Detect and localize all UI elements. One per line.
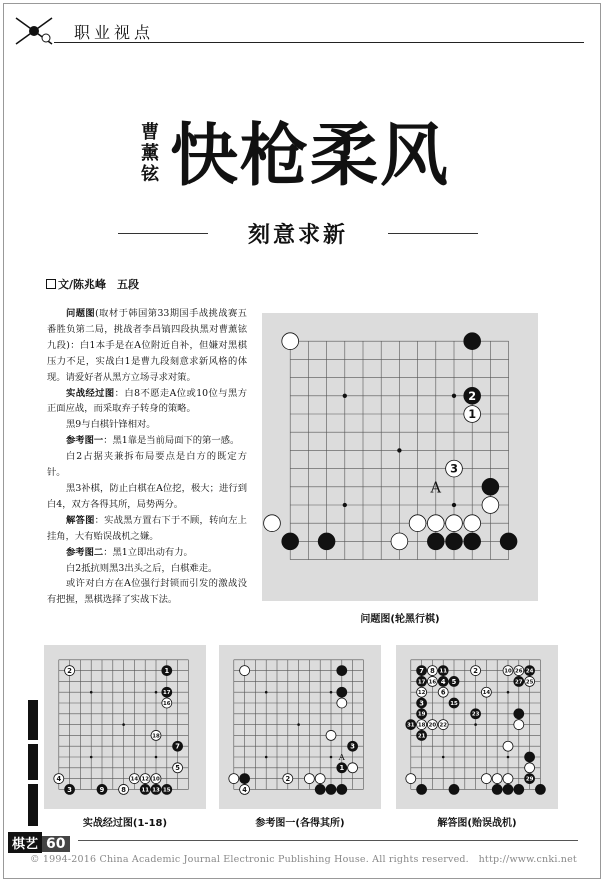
black-stone — [318, 533, 335, 550]
go-board-1 — [44, 645, 206, 809]
move-number: 7 — [419, 667, 424, 676]
player-name-char: 薰 — [141, 143, 159, 164]
black-stone — [464, 533, 481, 550]
star-point — [155, 756, 158, 759]
star-point — [474, 723, 477, 726]
move-number: 11 — [141, 787, 149, 794]
section-title: 职业视点 — [74, 23, 155, 42]
black-stone — [503, 784, 513, 794]
star-point — [330, 756, 333, 759]
move-number: 16 — [428, 679, 437, 686]
white-stone — [481, 774, 491, 784]
paragraph-text: 黑3补棋，防止白棋在A位挖，极大；进行到白4，双方各得其所，局势两分。 — [47, 482, 247, 510]
copyright-notice: © 1994-2016 China Academic Journal Electronic Publishing House. All rights reserved. http://www.cnki.net — [30, 854, 577, 865]
white-stone — [326, 730, 336, 740]
white-stone — [337, 698, 347, 708]
caption-diagram-1: 实战经过图(1-18) — [82, 818, 168, 829]
white-stone — [229, 774, 239, 784]
white-stone — [482, 497, 499, 514]
article-body — [47, 306, 247, 608]
move-number: 3 — [67, 785, 72, 794]
white-stone — [503, 741, 513, 751]
move-number: 17 — [417, 679, 426, 686]
diagram-board-1 — [44, 645, 206, 809]
move-number: 8 — [430, 667, 435, 676]
star-point — [330, 691, 333, 694]
black-stone — [427, 533, 444, 550]
white-stone — [514, 720, 524, 730]
move-number: 15 — [163, 787, 171, 794]
board-label: A — [338, 753, 345, 764]
star-point — [343, 503, 347, 507]
paragraph — [47, 417, 247, 433]
go-board-main — [262, 313, 538, 601]
white-stone — [427, 515, 444, 532]
star-point — [452, 503, 456, 507]
magazine-name: 棋艺 — [8, 832, 42, 853]
black-stone — [500, 533, 517, 550]
move-number: 16 — [163, 700, 171, 707]
white-stone — [406, 774, 416, 784]
move-number: 9 — [99, 785, 105, 794]
move-number: 2 — [473, 667, 478, 676]
paragraph — [47, 576, 247, 608]
paragraph-text: ：黑1靠是当前局面下的第一感。 — [103, 435, 240, 447]
move-number: 3 — [419, 699, 424, 708]
black-stone — [337, 687, 347, 697]
byline — [46, 276, 139, 292]
paragraph-label: 实战经过图 — [66, 387, 115, 399]
move-number: 21 — [417, 733, 426, 740]
black-stone — [337, 666, 347, 676]
move-number: 27 — [515, 679, 523, 686]
move-number: 3 — [350, 742, 355, 751]
caption-diagram-3: 解答图(贻误战机) — [437, 818, 517, 829]
main-problem-board — [262, 313, 538, 601]
move-number: 1 — [468, 408, 477, 422]
move-number: 1 — [339, 764, 345, 773]
move-number: 19 — [417, 711, 426, 718]
move-number: 1 — [164, 667, 170, 676]
section-header — [14, 16, 584, 46]
page-number: 60 — [42, 836, 69, 852]
subtitle-block — [118, 218, 478, 250]
paragraph — [47, 433, 247, 449]
move-number: 22 — [439, 722, 447, 729]
byline-box-icon — [46, 279, 56, 289]
move-number: 12 — [141, 776, 149, 783]
star-point — [90, 756, 93, 759]
side-decor-mark — [28, 780, 38, 784]
black-stone — [492, 784, 502, 794]
move-number: 12 — [417, 690, 426, 697]
black-stone — [464, 333, 481, 350]
move-number: 18 — [152, 733, 160, 740]
move-number: 18 — [417, 722, 426, 729]
paragraph — [47, 513, 247, 545]
star-point — [265, 756, 268, 759]
caption-diagram-2: 参考图一(各得其所) — [255, 818, 345, 829]
header-rule — [54, 42, 584, 43]
paragraph-text: 白2占据夹兼拆布局要点是白方的既定方针。 — [47, 451, 247, 479]
paragraph-text: ：黑1立即出动有力。 — [103, 546, 193, 558]
player-name-char: 铉 — [141, 164, 159, 185]
star-point — [452, 394, 456, 398]
paragraph-label: 解答图 — [66, 514, 95, 526]
black-stone — [535, 784, 545, 794]
paragraph — [47, 481, 247, 513]
move-number: 5 — [451, 677, 457, 686]
star-point — [297, 723, 300, 726]
black-stone — [449, 784, 459, 794]
paragraph — [47, 561, 247, 577]
move-number: 23 — [471, 711, 480, 718]
move-number: 20 — [428, 722, 437, 729]
white-stone — [282, 333, 299, 350]
move-number: 26 — [515, 668, 523, 675]
black-stone — [337, 784, 347, 794]
move-number: 10 — [504, 668, 512, 675]
star-point — [507, 756, 510, 759]
move-number: 2 — [468, 389, 477, 403]
white-stone — [446, 515, 463, 532]
paragraph-text: ：白8不愿走A位或10位与黑方正面应战，而采取弃子转身的策略。 — [47, 387, 247, 415]
star-point — [507, 691, 510, 694]
star-point — [265, 691, 268, 694]
side-decor-mark — [28, 740, 38, 744]
go-board-3 — [396, 645, 558, 809]
subtitle-rule-right — [388, 233, 478, 234]
move-number: 4 — [242, 785, 247, 794]
star-point — [397, 448, 401, 452]
side-decor-bar — [28, 700, 38, 826]
white-stone — [409, 515, 426, 532]
black-stone — [514, 784, 524, 794]
white-stone — [264, 515, 281, 532]
player-name-vertical — [137, 122, 163, 185]
black-stone — [282, 533, 299, 550]
go-board-2 — [219, 645, 381, 809]
white-stone — [304, 774, 314, 784]
move-number: 14 — [130, 776, 139, 783]
move-number: 11 — [439, 668, 447, 675]
paragraph-text: ：实战黑方置右下于不顾，转向左上挂角，大有贻误战机之嫌。 — [47, 514, 247, 542]
black-stone — [482, 478, 499, 495]
paragraph — [47, 306, 247, 386]
move-number: 3 — [450, 462, 458, 476]
white-stone — [503, 774, 513, 784]
move-number: 6 — [440, 688, 446, 697]
paragraph-text: 白2抵抗则黑3出头之后，白棋难走。 — [66, 562, 218, 574]
black-stone — [240, 774, 250, 784]
star-point — [122, 723, 125, 726]
player-name-char: 曹 — [141, 122, 159, 143]
move-number: 14 — [482, 690, 491, 697]
move-number: 15 — [450, 700, 458, 707]
caption-main: 问题图(轮黑行棋) — [360, 614, 440, 625]
white-stone — [464, 515, 481, 532]
paragraph — [47, 449, 247, 481]
byline-text: 文/陈兆峰 五段 — [58, 278, 140, 291]
paragraph-label: 参考图一 — [66, 435, 104, 447]
star-point — [155, 691, 158, 694]
black-stone — [315, 784, 325, 794]
article-title: 快枪柔风 — [170, 117, 451, 196]
paragraph-label: 问题图 — [66, 308, 96, 319]
star-point — [442, 756, 445, 759]
white-stone — [525, 763, 535, 773]
black-stone — [514, 709, 524, 719]
white-stone — [240, 666, 250, 676]
move-number: 10 — [152, 776, 160, 783]
paragraph-text: 或许对白方在A位强行封锁而引发的激战没有把握，黑棋选择了实战下法。 — [47, 578, 247, 606]
article-subtitle: 刻意求新 — [247, 223, 348, 248]
move-number: 29 — [525, 776, 534, 783]
go-stone-logo-icon — [14, 16, 54, 46]
black-stone — [417, 784, 427, 794]
black-stone — [446, 533, 463, 550]
board-label: A — [430, 479, 442, 497]
move-number: 4 — [56, 775, 62, 784]
move-number: 17 — [163, 690, 171, 697]
white-stone — [348, 763, 358, 773]
move-number: 8 — [121, 785, 126, 794]
white-stone — [315, 774, 325, 784]
star-point — [90, 691, 93, 694]
black-stone — [326, 784, 336, 794]
white-stone — [492, 774, 502, 784]
move-number: 13 — [152, 787, 160, 794]
move-number: 2 — [285, 775, 291, 784]
move-number: 4 — [440, 677, 446, 686]
move-number: 31 — [407, 722, 415, 729]
footer-magazine-logo — [8, 832, 70, 850]
footer-rule — [78, 840, 578, 841]
paragraph-text: 黑9与白棋针锋相对。 — [66, 419, 156, 431]
move-number: 7 — [175, 742, 180, 751]
paragraph-label: 参考图二 — [66, 546, 104, 558]
move-number: 2 — [67, 667, 72, 676]
move-number: 5 — [175, 764, 180, 773]
white-stone — [391, 533, 408, 550]
black-stone — [525, 752, 535, 762]
star-point — [343, 394, 347, 398]
paragraph-text: (取材于韩国第33期国手战挑战赛五番胜负第二局，挑战者李昌镐四段执黑对曹薰铉九段)：白1本手是在A位附近自补，但嫌对黑棋压力不足，实战白1是曹九段刻意求新风格的体现。请爱好者从黑方立场寻求对策。 — [47, 308, 247, 383]
diagram-board-2 — [219, 645, 381, 809]
move-number: 24 — [525, 668, 534, 675]
paragraph — [47, 545, 247, 561]
paragraph — [47, 386, 247, 418]
move-number: 25 — [525, 679, 534, 686]
diagram-board-3 — [396, 645, 558, 809]
